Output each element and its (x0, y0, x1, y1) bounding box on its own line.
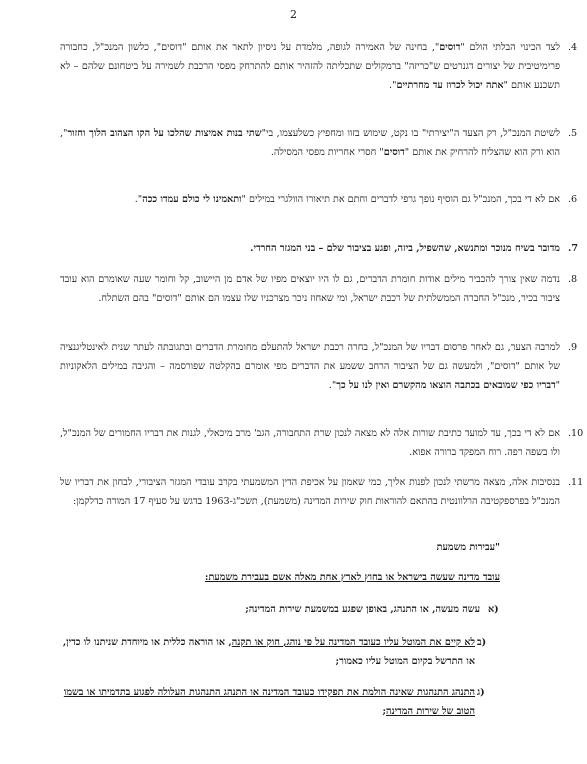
paragraph-number: .5 (568, 128, 578, 139)
paragraph-number: .7 (568, 243, 579, 254)
law-item-b (60, 633, 487, 671)
paragraph-text: נדמה שאין צורך להכביר מילים אודות חומרת הדברים, גם לו היו יוצאים מפיו של אדם מן היישוב, קל וחומר שעה שאומרם הוא עובד ציבור בכיר, מנכ"ל החברה הממשלתית של רכבת ישראל, ומי שאחוז ניכר מצרכניו שלו עצמו הם אותם "דוסים" בהם השתלח. (60, 274, 560, 304)
paragraph-10 (60, 424, 584, 462)
paragraph-text: ", בחינה של האמירה לגופה, מלמדת על ניסיון לתאר את אותם "דוסים", כלשון המנכ"ל, כחבורה פרימיטיבית של יצורים דגנרטים ש"כריזה" ברמקולים שתכליתה להזהיר אותם להתרחק מפסי הרכבת לשמירה על ביטחונם שלהם – לא תשכנע אותם " (60, 42, 560, 91)
law-item-marker: ב) (477, 637, 487, 648)
paragraph-emphasis: דבריו כפי שמובאים בכתבה הוצאו מהקשרם ואין לנו על כך (336, 380, 556, 391)
paragraph-number: .4 (568, 42, 578, 53)
page-number: 2 (290, 8, 297, 21)
paragraph-text: למרבה הצער, גם לאחר פרסום דבריו של המנכ"ל, בחרה רכבת ישראל להתעלם מחומרת הדברים ובתגובתה לעתר שנית לאינטליגנציה של אותם "דוסים", ולמעשה גם של הציבור הרחב ששמע את הדברים מפי אומרם בהקלטה שפורסמה – והגיבה במילים הלאקוניות " (60, 342, 560, 391)
law-item-text: ; (382, 706, 386, 717)
paragraph-text: בנסיבות אלה, מצאה מרשתי לנכון לפנות אליך, כמי שאמון על אכיפת הדין המשמעתי בקרב עובדי המגזר הציבורי, לבחון את דבריו של המנכ"ל בפרספקטיבה הרלוונטית בהתאם להוראות חוק שירות המדינה (משמעת), תשכ"ג-1963 בדגש על סעיף 17 המורה כדלקמן: (60, 477, 560, 507)
paragraph-number: .9 (568, 342, 578, 353)
paragraph-11 (60, 473, 584, 511)
paragraph-number: .10 (568, 428, 584, 439)
paragraph-text: אם לא די בכך, עד למועד כתיבת שורות אלה לא מצאה לנכון שרת התחבורה, הגב' מרב מיכאלי, לגנות את דבריו החמורים של המנכ"ל, ולו בשפה רפה. רוח המפקד ברורה אפוא. (60, 428, 560, 458)
paragraph-6 (60, 190, 578, 209)
law-item-text: , או הוראה כללית או מיוחדת שניתנו לו כדין, או התרשל בקיום המוטל עליו כאמור; (62, 637, 475, 667)
paragraph-5 (60, 124, 578, 162)
paragraph-number: .8 (568, 274, 578, 285)
law-item-underlined-text: התנהג התנהגות שאינה הולמת את תפקידו כעובד המדינה או התנהג התנהגות העלולה לפגוע בתדמיתו או בשמו הטוב של שירות המדינה (63, 687, 475, 717)
paragraph-emphasis: דוסים (439, 42, 461, 53)
paragraph-text: אם לא די בכך, המנכ"ל גם הוסיף נופך גרפי לדברים וחתם את תיאורו הוולגרי במילים " (241, 194, 560, 205)
paragraph-number: .11 (568, 477, 584, 488)
law-item-underlined-text: לא קיים את המוטל עליו כעובד המדינה על פי נוהג, חוק או תקנה (231, 637, 475, 648)
paragraph-text: ". (389, 80, 397, 91)
paragraph-text: " חסרי אחריות מפסי המסילה. (270, 147, 384, 158)
law-item-a (60, 600, 499, 619)
law-heading: עובד מדינה שעשה בישראל או בחוץ לארץ אחת מאלה אשם בעבירת משמעת: (204, 572, 500, 583)
paragraph-text: ", הוא ורק הוא שהצליח להרחיק את אותם " (60, 128, 560, 158)
paragraph-text: ". (134, 194, 143, 205)
paragraph-9 (60, 338, 578, 395)
paragraph-emphasis: דוסים (383, 147, 405, 158)
paragraph-text: מדובר בשיח מנוכר ומתנשא, שהשפיל, ביזה, ופגע בציבור שלם – בני המגזר החרדי. (250, 243, 560, 254)
paragraph-text: לשיטת המנכ"ל, רק הצעד ה"יצירתי" בו נקט, שימוש בזוו ומחפיץ כשלעצמו, בי" (261, 128, 560, 139)
paragraph-7 (60, 239, 579, 258)
law-item-text: עשה מעשה, או התנהג, באופן שפגע במשמעת שירות המדינה; (245, 604, 480, 615)
paragraph-text: ". (328, 380, 337, 391)
paragraph-emphasis: אתה יכול לכרוז עד מחרתיים (396, 80, 504, 91)
paragraph-emphasis: שתי בנות אמיצות שהלכו על הקו הצהוב הלוך וחזור (67, 128, 262, 139)
paragraph-8 (60, 270, 578, 308)
law-item-marker: א) (488, 604, 499, 615)
law-item-marker: ג) (477, 687, 485, 698)
paragraph-emphasis: ותאמינו לי כולם עמדו ככה (142, 194, 242, 205)
quote-title: "עבירות משמעת (436, 542, 500, 553)
paragraph-number: .6 (568, 194, 578, 205)
paragraph-text: לצד הכינוי הבלתי הולם " (460, 42, 560, 53)
law-item-c (60, 683, 485, 721)
paragraph-4 (60, 38, 578, 95)
